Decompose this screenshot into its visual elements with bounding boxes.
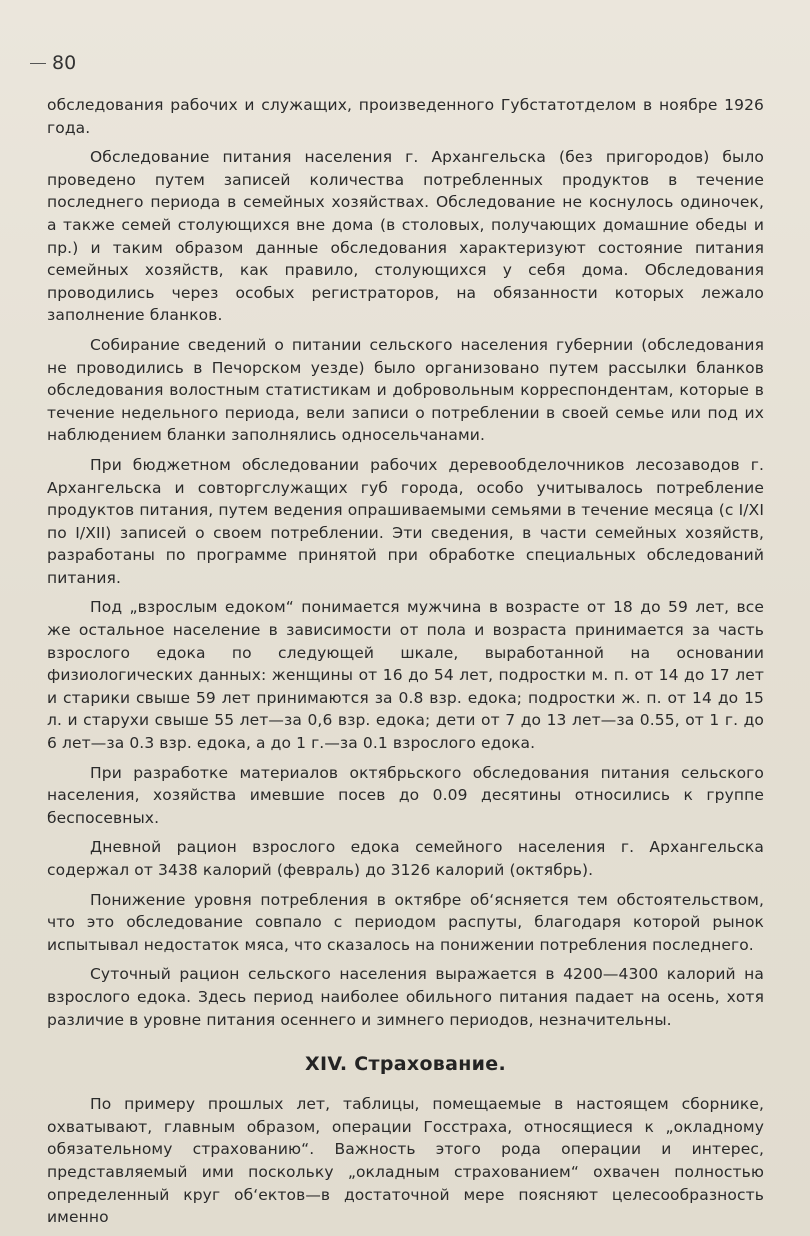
paragraph: Суточный рацион сельского населения выражается в 4200—4300 калорий на взрослого едока. Здесь период наиболее обильного питания падает на осень, хотя различие в уровне питания осеннего и зимнего периодов, незначительны. — [47, 965, 764, 1029]
paragraph: Под „взрослым едоком“ понимается мужчина в возрасте от 18 до 59 лет, все же остальное население в зависимости от пола и возраста принимается за часть взрослого едока по следующей шкале, выработанной на основании физиологических данных: женщины от 16 до 54 лет, подростки м. п. от 14 до 17 лет и старики свыше 59 лет принимаются за 0.8 взр. едока; подростки ж. п. от 14 до 15 л. и старухи свыше 55 лет—за 0,6 взр. едока; дети от 7 до 13 лет—за 0.55, от 1 г. до 6 лет—за 0.3 взр. едока, а до 1 г.—за 0.1 взрослого едока. — [47, 598, 764, 753]
paragraph: Собирание сведений о питании сельского населения губернии (обследования не проводились в Печорском уезде) было организовано путем рассылки бланков обследования волостным статистикам и добровольным корреспондентам, которые в течение недельного периода, вели записи о потреблении в своей семье или под их наблюдением бланки заполнялись односельчанами. — [47, 335, 764, 445]
paragraph: Обследование питания населения г. Архангельска (без пригородов) было проведено путем записей количества потребленных продуктов в течение последнего периода в семейных хозяйствах. Обследование не коснулось одиночек, а также семей столующихся вне дома (в столовых, получающих домашние обеды и пр.) и таким образом данные обследования характеризуют состояние питания семейных хозяйств, как правило, столующихся у себя дома. Обследования проводились через особых регистраторов, на обязанности которых лежало заполнение бланков. — [47, 148, 764, 325]
paragraph: При бюджетном обследовании рабочих деревообделочников лесозаводов г. Архангельска и совторгслужащих губ города, особо учитывалось потребление продуктов питания, путем ведения опрашиваемыми семьями в течение месяца (с I/XI по I/XII) записей о своем потреблении. Эти сведения, в части семейных хозяйств, разработаны по программе принятой при обработке специальных обследований питания. — [47, 455, 764, 587]
page-number: 80 — [52, 52, 77, 74]
page-body — [47, 94, 764, 1236]
paragraph: Дневной рацион взрослого едока семейного населения г. Архангельска содержал от 3438 калорий (февраль) до 3126 калорий (октябрь). — [47, 838, 764, 879]
section-heading: XIV. Страхование. — [305, 1053, 506, 1076]
paragraph: Понижение уровня потребления в октябре об‘ясняется тем обстоятельством, что это обследование совпало с периодом распуты, благодаря которой рынок испытывал недостаток мяса, что сказалось на понижении потребления последнего. — [47, 890, 764, 954]
paragraph: обследования рабочих и служащих, произведенного Губстатотделом в ноябре 1926 года. — [47, 96, 764, 137]
paragraph: По примеру прошлых лет, таблицы, помещаемые в настоящем сборнике, охватывают, главным образом, операции Госстраха, относящиеся к „окладному обязательному страхованию“. Важность этого рода операции и интерес, представляемый ими поскольку „окладным страхованием“ охвачен полностью определенный круг об‘ектов—в достаточной мере поясняют целесообразность именно — [47, 1095, 764, 1227]
paragraph: При разработке материалов октябрьского обследования питания сельского населения, хозяйства имевшие посев до 0.09 десятины относились к группе беспосевных. — [47, 763, 764, 827]
